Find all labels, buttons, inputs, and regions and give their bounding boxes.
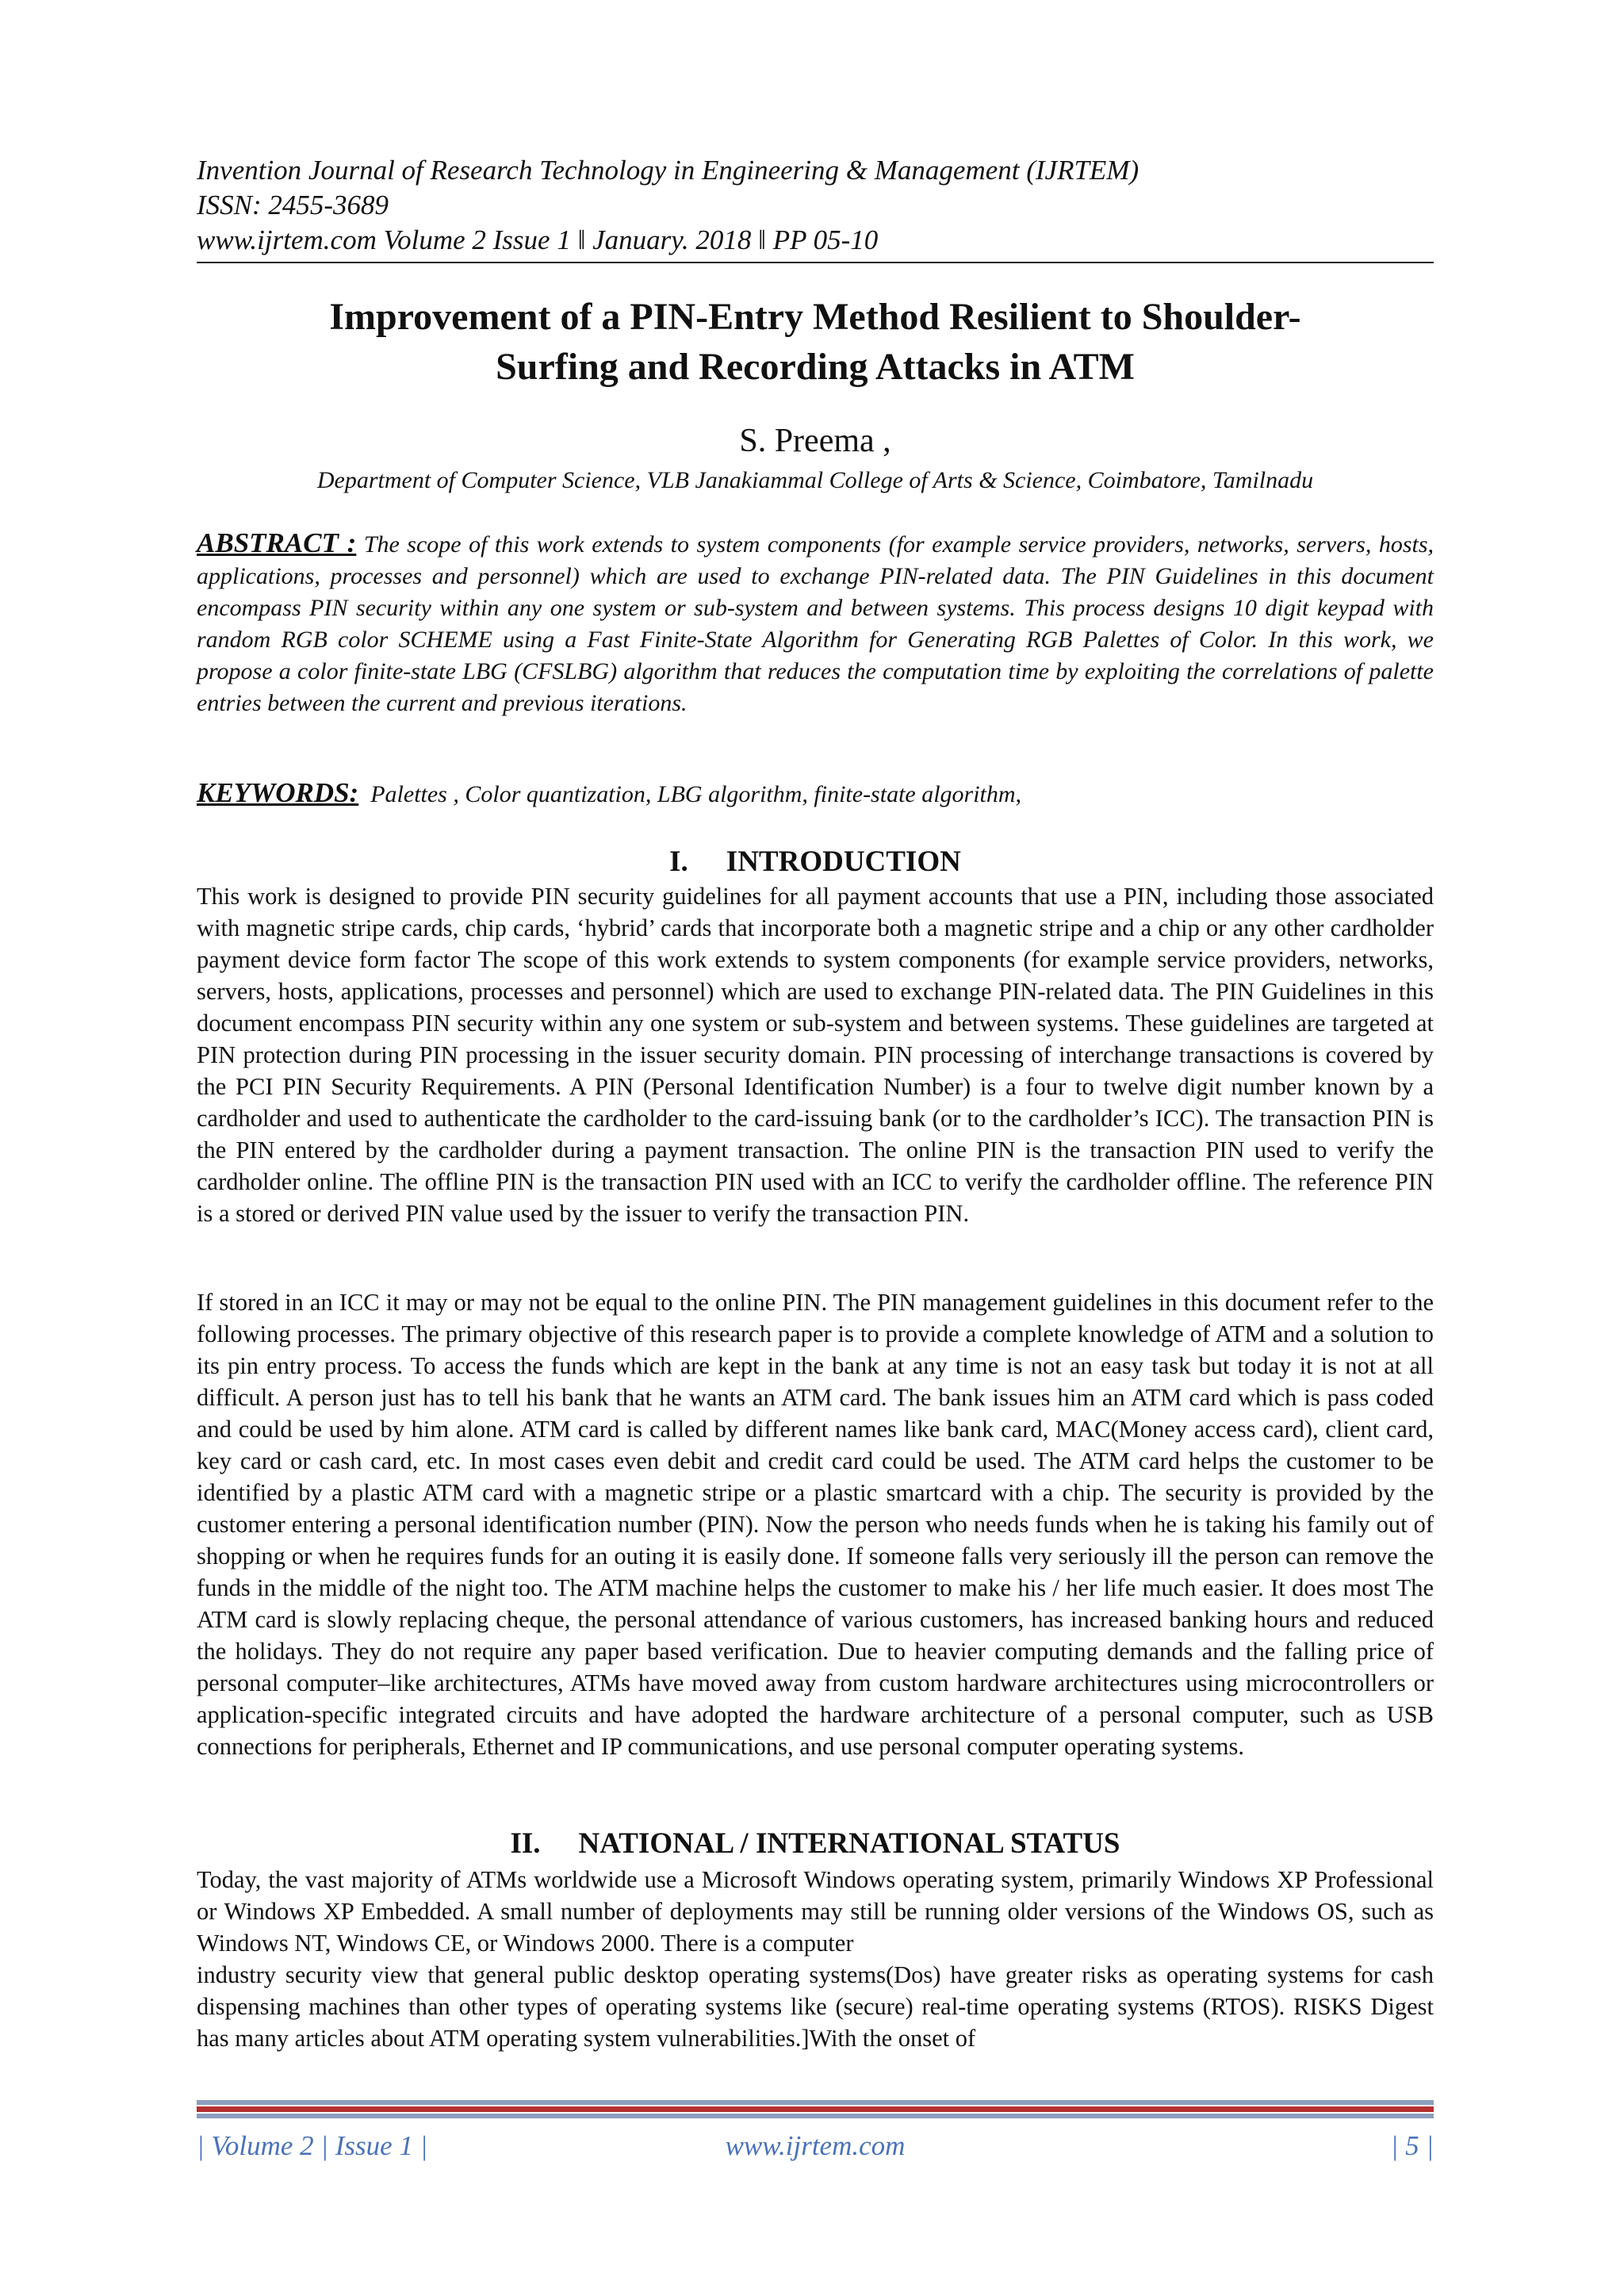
status-paragraph-2: industry security view that general public desktop operating systems(Dos) have greater risks as operating systems for cash dispensing machines than other types of operating systems like (secure) real-time operating systems (RTOS). RISKS Digest has many articles about ATM operating system vulnerabilities.]With the onset of bbox=[197, 1961, 1434, 2052]
abstract-label: ABSTRACT : bbox=[197, 527, 357, 558]
section-title: INTRODUCTION bbox=[726, 845, 961, 878]
author-name: S. Preema , bbox=[739, 423, 891, 459]
journal-issue-line: www.ijrtem.com Volume 2 Issue 1 ǁ January. 2018 ǁ PP 05-10 bbox=[197, 224, 879, 255]
footer-rule bbox=[197, 2114, 1434, 2118]
section-title: NATIONAL / INTERNATIONAL STATUS bbox=[578, 1827, 1120, 1860]
footer-volume-issue: | Volume 2 | Issue 1 | bbox=[197, 2130, 428, 2161]
section-number: I. bbox=[669, 845, 688, 878]
status-paragraph-1: Today, the vast majority of ATMs worldwide use a Microsoft Windows operating system, primarily Windows XP Professional or Windows XP Embedded. A small number of deployments may still be running older versions of the Windows OS, such as Windows NT, Windows CE, or Windows 2000. There is a computer bbox=[197, 1866, 1434, 1957]
journal-header bbox=[197, 153, 1434, 258]
keywords-text: Palettes , Color quantization, LBG algorithm, finite-state algorithm, bbox=[370, 781, 1022, 807]
footer-website: www.ijrtem.com bbox=[725, 2130, 906, 2161]
introduction-paragraph-1: This work is designed to provide PIN security guidelines for all payment accounts that use a PIN, including those associated with magnetic stripe cards, chip cards, ‘hybrid’ cards that incorporate both a magnetic stripe and a chip or any other cardholder payment device form factor The scope of this work extends to system components (for example service providers, networks, servers, hosts, applications, processes and personnel) which are used to exchange PIN-related data. The PIN Guidelines in this document encompass PIN security within any one system or sub-system and between systems. These guidelines are targeted at PIN protection during PIN processing in the issuer security domain. PIN processing of interchange transactions is covered by the PCI PIN Security Requirements. A PIN (Personal Identification Number) is a four to twelve digit number known by a cardholder and used to authenticate the cardholder to the card-issuing bank (or to the cardholder’s ICC). The transaction PIN is the PIN entered by the cardholder during a payment transaction. The online PIN is the transaction PIN used to verify the cardholder online. The offline PIN is the transaction PIN used with an ICC to verify the cardholder offline. The reference PIN is a stored or derived PIN value used by the issuer to verify the transaction PIN. bbox=[197, 883, 1434, 1227]
abstract-text: The scope of this work extends to system components (for example service providers, networks, servers, hosts, applications, processes and personnel) which are used to exchange PIN-related data. The PIN Guidelines in this document encompass PIN security within any one system or sub-system and between systems. This process designs 10 digit keypad with random RGB color SCHEME using a Fast Finite-State Algorithm for Generating RGB Palettes of Color. In this work, we propose a color finite-state LBG (CFSLBG) algorithm that reduces the computation time by exploiting the correlations of palette entries between the current and previous iterations. bbox=[197, 531, 1434, 716]
paper-title-line-2: Surfing and Recording Attacks in ATM bbox=[496, 346, 1135, 388]
paper-title bbox=[197, 292, 1434, 392]
paper-title-line-1: Improvement of a PIN-Entry Method Resilient to Shoulder- bbox=[329, 296, 1301, 338]
section-number: II. bbox=[510, 1827, 541, 1860]
page-footer bbox=[197, 2129, 1434, 2164]
footer-rule-accent bbox=[197, 2106, 1434, 2112]
abstract bbox=[197, 527, 1434, 719]
keywords-label: KEYWORDS: bbox=[197, 777, 359, 808]
page-number: | 5 | bbox=[1390, 2130, 1434, 2161]
journal-name: Invention Journal of Research Technology in Engineering & Management (IJRTEM) bbox=[197, 155, 1139, 186]
footer-rule bbox=[197, 2100, 1434, 2105]
keywords bbox=[197, 777, 1434, 811]
journal-issn: ISSN: 2455-3689 bbox=[197, 190, 389, 220]
header-divider bbox=[197, 262, 1434, 263]
introduction-paragraph-2: If stored in an ICC it may or may not be equal to the online PIN. The PIN management guidelines in this document refer to the following processes. The primary objective of this research paper is to provide a complete knowledge of ATM and a solution to its pin entry process. To access the funds which are kept in the bank at any time is not an easy task but today it is not at all difficult. A person just has to tell his bank that he wants an ATM card. The bank issues him an ATM card which is pass coded and could be used by him alone. ATM card is called by different names like bank card, MAC(Money access card), client card, key card or cash card, etc. In most cases even debit and credit card could be used. The ATM card helps the customer to be identified by a plastic ATM card with a magnetic stripe or a plastic smartcard with a chip. The security is provided by the customer entering a personal identification number (PIN). Now the person who needs funds when he is taking his family out of shopping or when he requires funds for an outing it is easily done. If someone falls very seriously ill the person can remove the funds in the middle of the night too. The ATM machine helps the customer to make his / her life much easier. It does most The ATM card is slowly replacing cheque, the personal attendance of various customers, has increased banking hours and reduced the holidays. They do not require any paper based verification. Due to heavier computing demands and the falling price of personal computer–like architectures, ATMs have moved away from custom hardware architectures using microcontrollers or application-specific integrated circuits and have adopted the hardware architecture of a personal computer, such as USB connections for peripherals, Ethernet and IP communications, and use personal computer operating systems. bbox=[197, 1289, 1434, 1760]
section-heading-national-international-status bbox=[197, 1826, 1434, 1861]
author-affiliation: Department of Computer Science, VLB Janakiammal College of Arts & Science, Coimbatore, Tamilnadu bbox=[316, 467, 1314, 493]
section-heading-introduction bbox=[197, 845, 1434, 880]
